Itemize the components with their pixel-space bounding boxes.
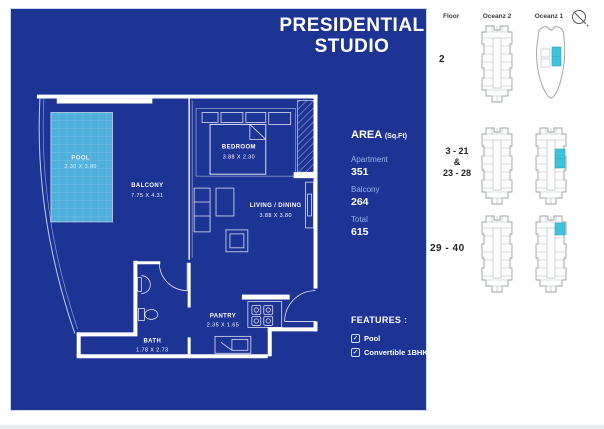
room-dims-living: 3.88 X 3.80 — [259, 212, 292, 219]
features-heading: FEATURES : — [351, 315, 408, 325]
feature-label: Convertible 1BHK — [364, 348, 428, 357]
feature-label: Pool — [364, 334, 381, 343]
room-label-pool: POOL — [71, 155, 90, 162]
bath-fixture-icons — [137, 276, 157, 321]
room-label-balcony: BALCONY — [131, 183, 164, 190]
deck-plan-oceanz1-mid — [528, 124, 574, 210]
checkbox-icon: ✓ — [352, 335, 359, 342]
shaft-hatch — [298, 101, 316, 173]
deck-plan-oceanz2-floor2 — [474, 22, 520, 108]
room-dims-balcony: 7.75 X 4.31 — [131, 193, 164, 200]
highlighted-unit — [555, 223, 565, 235]
features-block — [351, 315, 437, 362]
column-header-floor: Floor — [443, 13, 460, 20]
floor-range: 3 - 21 — [445, 146, 469, 156]
area-value-apartment: 351 — [351, 166, 369, 178]
living-furniture-icons — [194, 182, 313, 252]
bed-icon — [196, 109, 296, 177]
area-value-balcony: 264 — [351, 196, 369, 208]
room-label-bath: BATH — [143, 338, 162, 345]
title-line-2: STUDIO — [314, 36, 390, 57]
door-arcs — [159, 263, 315, 322]
room-dims-pool: 2.30 X 3.80 — [64, 164, 97, 171]
blueprint-panel — [10, 8, 427, 411]
bottom-divider — [0, 425, 604, 429]
column-header-oceanz2: Oceanz 2 — [482, 13, 512, 20]
wall-under-shaft — [294, 172, 318, 178]
room-dims-bath: 1.78 X 2.73 — [136, 347, 169, 354]
floor-row-1-label: 2 — [439, 54, 446, 65]
title-line-1: PRESIDENTIAL — [279, 15, 425, 36]
room-label-pantry: PANTRY — [209, 313, 237, 320]
room-dims-bedroom: 3.88 X 2.30 — [222, 154, 256, 161]
highlighted-unit — [555, 149, 565, 168]
deck-plan-oceanz1-upper — [528, 212, 574, 298]
area-heading-text: AREA — [351, 129, 382, 141]
floor-range-joiner: & — [453, 157, 461, 167]
page-title — [279, 15, 425, 57]
area-heading — [351, 129, 427, 141]
feature-item-convertible — [351, 348, 437, 357]
deck-plan-oceanz2-upper — [474, 212, 520, 298]
column-header-oceanz1: Oceanz 1 — [534, 13, 564, 20]
area-unit: (Sq.Ft) — [384, 133, 407, 140]
checkbox-icon: ✓ — [352, 349, 359, 356]
area-value-total: 615 — [351, 226, 369, 238]
area-label-balcony: Balcony — [351, 185, 380, 194]
area-label-total: Total — [351, 215, 368, 224]
deck-plan-oceanz1-floor2 — [528, 22, 574, 108]
feature-item-pool — [351, 334, 437, 343]
floor-range: 23 - 28 — [442, 168, 472, 178]
room-dims-pantry: 2.35 X 1.65 — [206, 322, 240, 329]
wall-ledge — [57, 99, 153, 104]
room-label-bedroom: BEDROOM — [221, 144, 256, 151]
room-label-living: LIVING / DINING — [249, 203, 302, 210]
area-label-apartment: Apartment — [351, 155, 388, 164]
floor-row-3-label: 29 - 40 — [430, 243, 465, 254]
highlighted-unit — [552, 47, 561, 66]
deck-plan-oceanz2-mid — [474, 124, 520, 210]
area-block — [351, 129, 427, 238]
